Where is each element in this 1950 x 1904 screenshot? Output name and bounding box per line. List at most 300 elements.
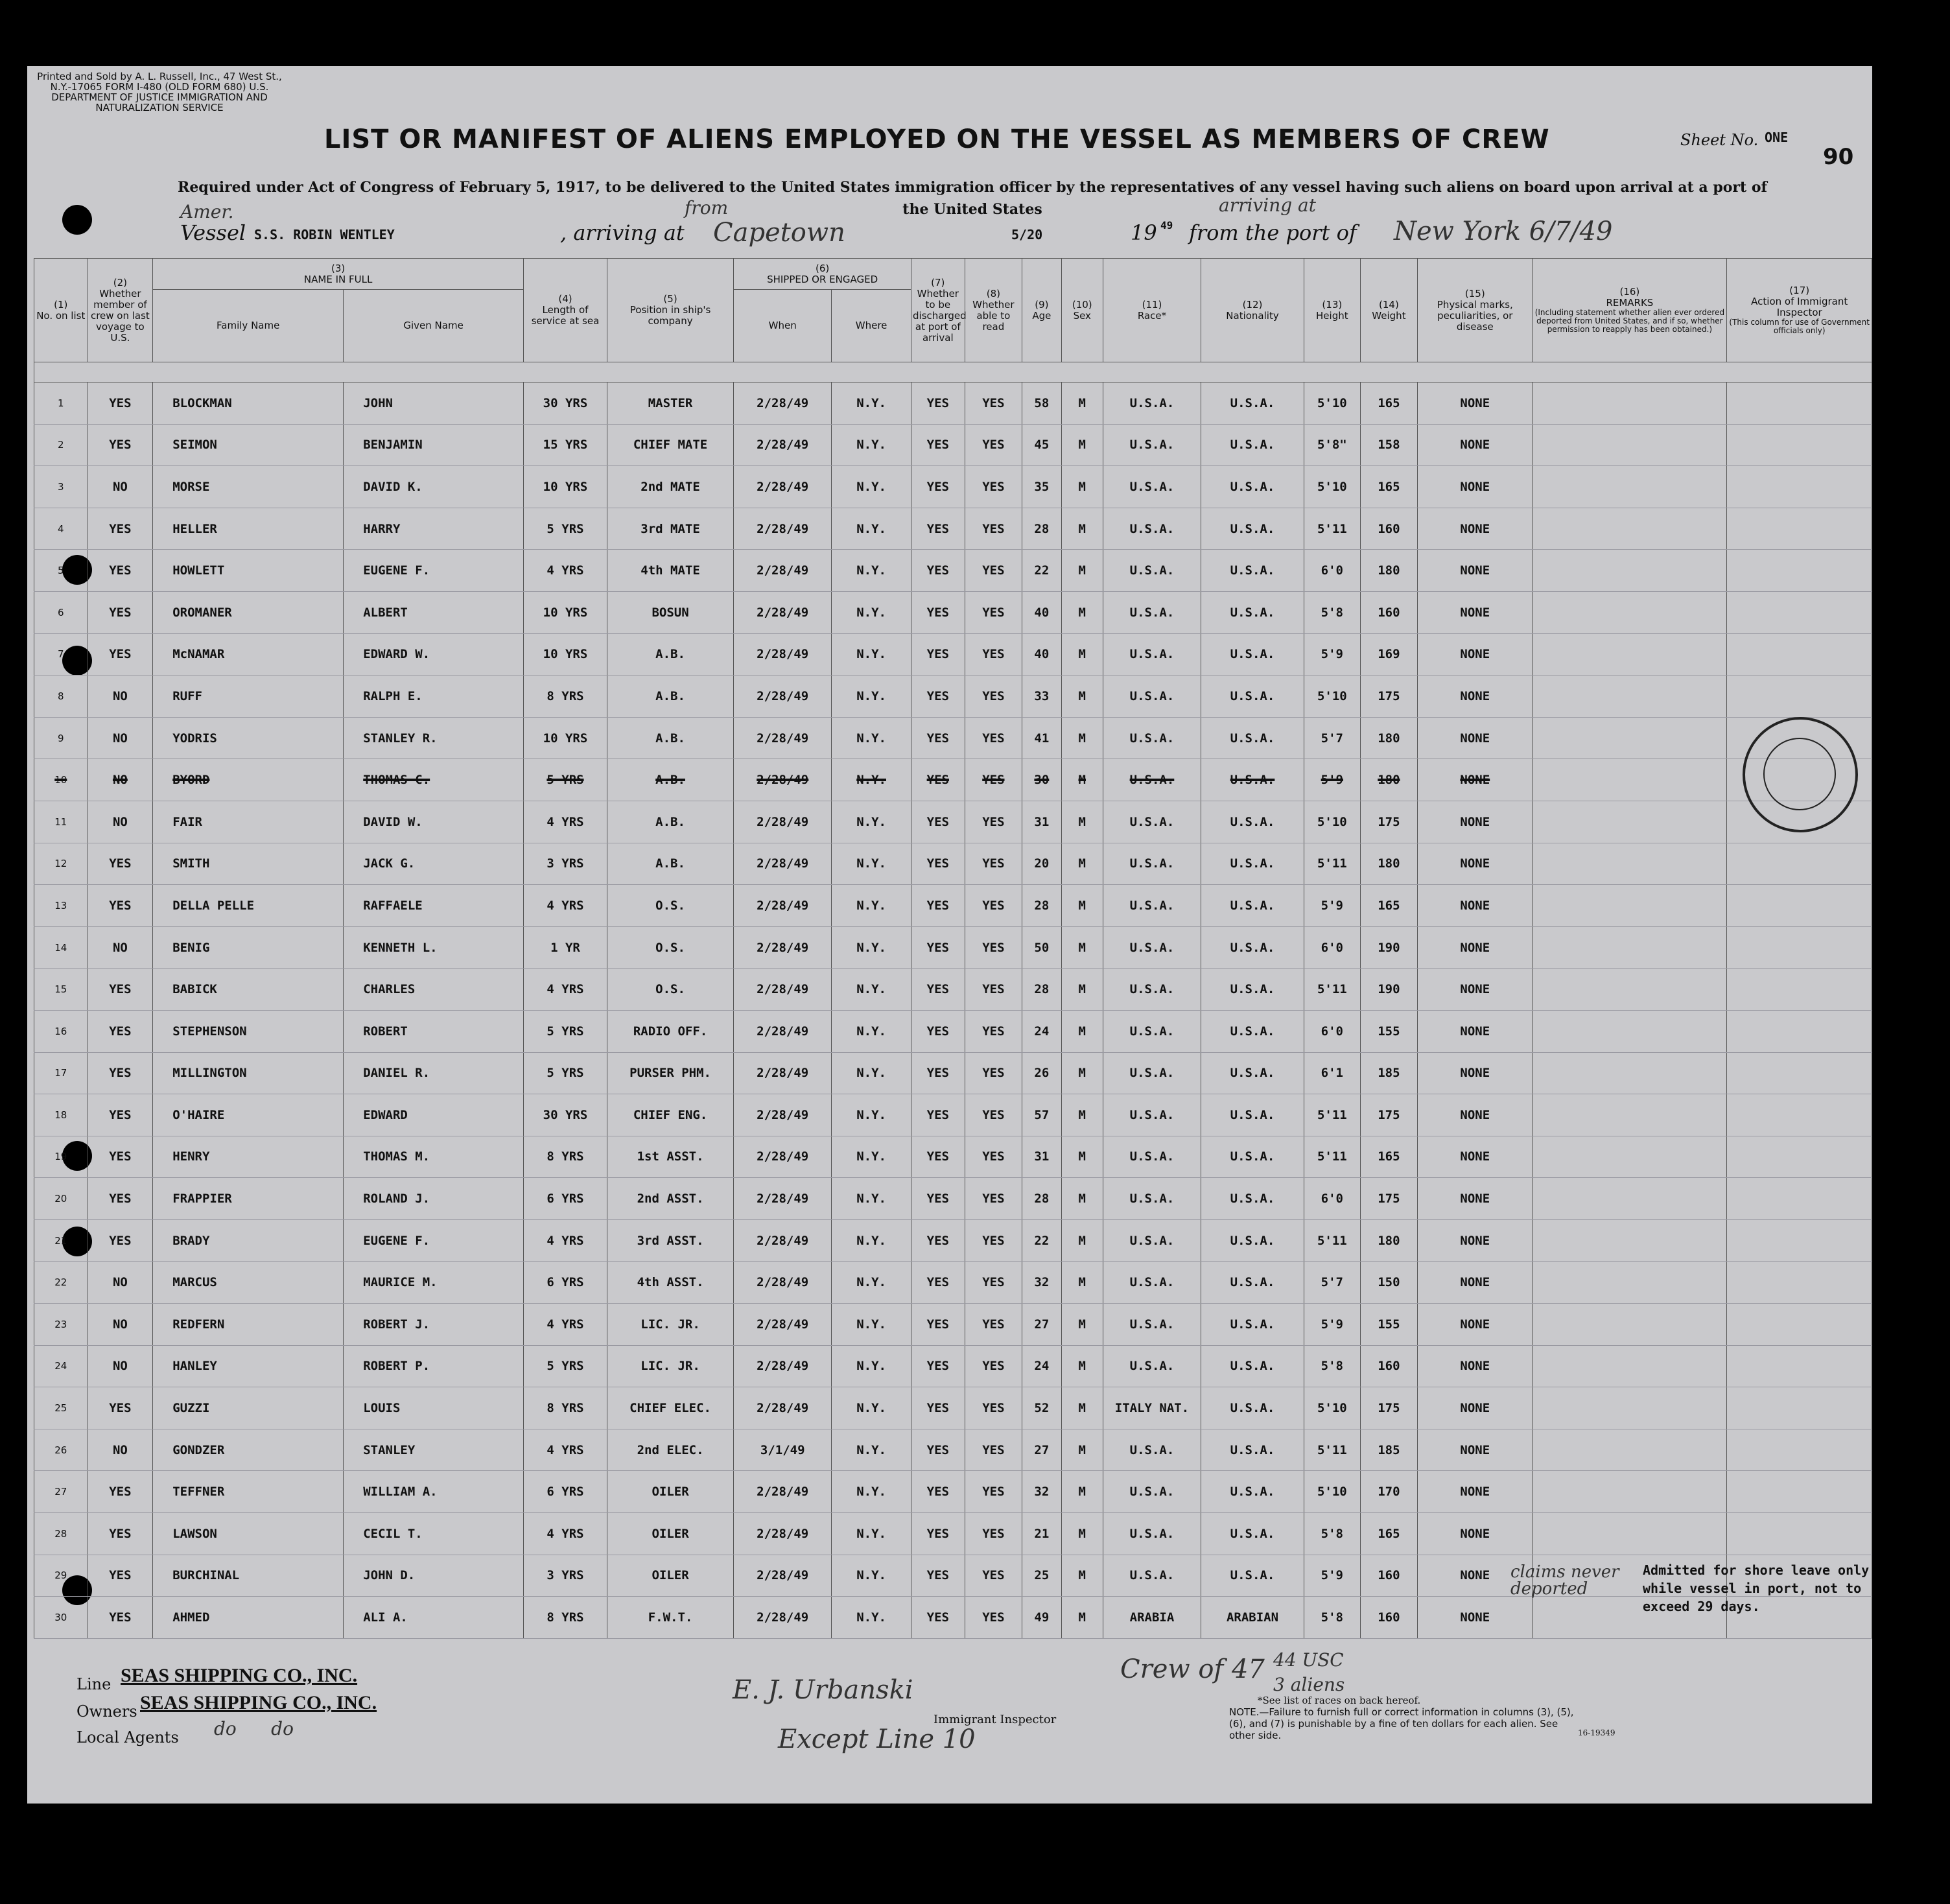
cell-weight: 180 bbox=[1360, 550, 1418, 592]
cell-nationality: ARABIAN bbox=[1201, 1597, 1304, 1639]
cell-position: A.B. bbox=[607, 801, 733, 843]
cell-marks: NONE bbox=[1418, 1597, 1533, 1639]
cell-given: STANLEY bbox=[344, 1429, 524, 1471]
cell-read: YES bbox=[965, 1513, 1022, 1555]
header-given-name: Given Name bbox=[344, 290, 524, 362]
cell-marks: NONE bbox=[1418, 1471, 1533, 1513]
cell-given: CECIL T. bbox=[344, 1513, 524, 1555]
cell-nationality: U.S.A. bbox=[1201, 801, 1304, 843]
cell-sex: M bbox=[1061, 926, 1103, 969]
cell-weight: 158 bbox=[1360, 424, 1418, 466]
header-service: (4) Length of service at sea bbox=[524, 259, 607, 362]
cell-age: 28 bbox=[1022, 1178, 1061, 1220]
cell-discharged: YES bbox=[911, 1471, 965, 1513]
cell-sex: M bbox=[1061, 1010, 1103, 1052]
cell-discharged: YES bbox=[911, 466, 965, 508]
cell-given: EDWARD W. bbox=[344, 633, 524, 676]
cell-when: 2/28/49 bbox=[734, 717, 832, 759]
cell-where: N.Y. bbox=[832, 508, 911, 550]
cell-weight: 180 bbox=[1360, 1219, 1418, 1262]
cell-marks: NONE bbox=[1418, 382, 1533, 425]
cell-inspector bbox=[1727, 969, 1872, 1011]
cell-marks: NONE bbox=[1418, 1304, 1533, 1346]
cell-given: DANIEL R. bbox=[344, 1052, 524, 1094]
cell-when: 2/28/49 bbox=[734, 801, 832, 843]
cell-discharged: YES bbox=[911, 1429, 965, 1471]
cell-nationality: U.S.A. bbox=[1201, 1429, 1304, 1471]
cell-sex: M bbox=[1061, 1471, 1103, 1513]
cell-age: 25 bbox=[1022, 1555, 1061, 1597]
cell-where: N.Y. bbox=[832, 885, 911, 927]
table-row bbox=[34, 591, 1872, 633]
cell-service: 30 YRS bbox=[524, 382, 607, 425]
cell-given: ROBERT P. bbox=[344, 1345, 524, 1387]
header-nationality: (12) Nationality bbox=[1201, 259, 1304, 362]
cell-remarks bbox=[1533, 1262, 1727, 1304]
cell-age: 20 bbox=[1022, 843, 1061, 885]
cell-no: 17 bbox=[34, 1052, 88, 1094]
cell-age: 50 bbox=[1022, 926, 1061, 969]
cell-marks: NONE bbox=[1418, 843, 1533, 885]
cell-service: 5 YRS bbox=[524, 759, 607, 801]
cell-height: 5'11 bbox=[1304, 1219, 1361, 1262]
cell-age: 45 bbox=[1022, 424, 1061, 466]
cell-age: 32 bbox=[1022, 1262, 1061, 1304]
cell-marks: NONE bbox=[1418, 1555, 1533, 1597]
header-race: (11) Race* bbox=[1103, 259, 1201, 362]
cell-given: ROLAND J. bbox=[344, 1178, 524, 1220]
cell-where: N.Y. bbox=[832, 1471, 911, 1513]
crew-breakdown-aliens: 3 aliens bbox=[1273, 1674, 1345, 1695]
cell-inspector bbox=[1727, 1219, 1872, 1262]
cell-nationality: U.S.A. bbox=[1201, 550, 1304, 592]
cell-no: 19 bbox=[34, 1136, 88, 1178]
cell-nationality: U.S.A. bbox=[1201, 1094, 1304, 1136]
cell-position: CHIEF ENG. bbox=[607, 1094, 733, 1136]
header-discharged: (7) Whether to be discharged at port of arrival bbox=[911, 259, 965, 362]
cell-position: CHIEF ELEC. bbox=[607, 1387, 733, 1429]
cell-height: 5'10 bbox=[1304, 676, 1361, 718]
sheet-number: ONE bbox=[1765, 130, 1789, 145]
cell-family: FRAPPIER bbox=[153, 1178, 344, 1220]
cell-weight: 175 bbox=[1360, 1094, 1418, 1136]
cell-service: 4 YRS bbox=[524, 969, 607, 1011]
cell-given: ALBERT bbox=[344, 591, 524, 633]
table-row bbox=[34, 550, 1872, 592]
cell-discharged: YES bbox=[911, 717, 965, 759]
cell-when: 2/28/49 bbox=[734, 1010, 832, 1052]
cell-race: ARABIA bbox=[1103, 1597, 1201, 1639]
cell-prev: NO bbox=[88, 926, 153, 969]
arrival-date: 5/20 bbox=[1011, 227, 1043, 242]
cell-where: N.Y. bbox=[832, 1429, 911, 1471]
cell-given: RALPH E. bbox=[344, 676, 524, 718]
cell-nationality: U.S.A. bbox=[1201, 633, 1304, 676]
cell-family: HOWLETT bbox=[153, 550, 344, 592]
cell-sex: M bbox=[1061, 550, 1103, 592]
cell-prev: NO bbox=[88, 1304, 153, 1346]
table-row bbox=[34, 1262, 1872, 1304]
cell-race: U.S.A. bbox=[1103, 885, 1201, 927]
cell-discharged: YES bbox=[911, 885, 965, 927]
cell-family: TEFFNER bbox=[153, 1471, 344, 1513]
cell-where: N.Y. bbox=[832, 1304, 911, 1346]
cell-prev: YES bbox=[88, 885, 153, 927]
cell-race: U.S.A. bbox=[1103, 1052, 1201, 1094]
header-when: When bbox=[734, 290, 832, 362]
cell-no: 10 bbox=[34, 759, 88, 801]
races-note: *See list of races on back hereof. bbox=[1258, 1695, 1421, 1706]
cell-service: 5 YRS bbox=[524, 1052, 607, 1094]
cell-when: 2/28/49 bbox=[734, 1387, 832, 1429]
cell-discharged: YES bbox=[911, 424, 965, 466]
crew-breakdown-us: 44 USC bbox=[1273, 1649, 1344, 1671]
cell-when: 2/28/49 bbox=[734, 1513, 832, 1555]
cell-when: 2/28/49 bbox=[734, 843, 832, 885]
cell-weight: 185 bbox=[1360, 1429, 1418, 1471]
cell-family: BYORD bbox=[153, 759, 344, 801]
cell-when: 2/28/49 bbox=[734, 1219, 832, 1262]
cell-read: YES bbox=[965, 424, 1022, 466]
cell-when: 2/28/49 bbox=[734, 969, 832, 1011]
cell-nationality: U.S.A. bbox=[1201, 424, 1304, 466]
header-inspector-action: (17) Action of Immigrant Inspector (This column for use of Government officials only) bbox=[1727, 259, 1872, 362]
cell-given: LOUIS bbox=[344, 1387, 524, 1429]
cell-height: 5'11 bbox=[1304, 508, 1361, 550]
cell-height: 6'0 bbox=[1304, 1010, 1361, 1052]
cell-sex: M bbox=[1061, 633, 1103, 676]
cell-no: 12 bbox=[34, 843, 88, 885]
cell-given: THOMAS M. bbox=[344, 1136, 524, 1178]
cell-race: U.S.A. bbox=[1103, 1219, 1201, 1262]
cell-no: 4 bbox=[34, 508, 88, 550]
cell-when: 2/28/49 bbox=[734, 1094, 832, 1136]
cell-discharged: YES bbox=[911, 1010, 965, 1052]
cell-weight: 169 bbox=[1360, 633, 1418, 676]
cell-inspector bbox=[1727, 591, 1872, 633]
cell-race: U.S.A. bbox=[1103, 550, 1201, 592]
cell-service: 30 YRS bbox=[524, 1094, 607, 1136]
cell-no: 5 bbox=[34, 550, 88, 592]
table-row bbox=[34, 801, 1872, 843]
cell-nationality: U.S.A. bbox=[1201, 843, 1304, 885]
cell-inspector bbox=[1727, 1178, 1872, 1220]
cell-no: 14 bbox=[34, 926, 88, 969]
cell-given: ALI A. bbox=[344, 1597, 524, 1639]
cell-prev: YES bbox=[88, 1219, 153, 1262]
inspector-signature: E. J. Urbanski bbox=[733, 1675, 913, 1705]
cell-family: AHMED bbox=[153, 1597, 344, 1639]
cell-inspector bbox=[1727, 1094, 1872, 1136]
cell-service: 3 YRS bbox=[524, 843, 607, 885]
cell-race: U.S.A. bbox=[1103, 843, 1201, 885]
cell-position: O.S. bbox=[607, 969, 733, 1011]
page-title: LIST OR MANIFEST OF ALIENS EMPLOYED ON THE VESSEL AS MEMBERS OF CREW bbox=[324, 124, 1550, 154]
cell-where: N.Y. bbox=[832, 1387, 911, 1429]
cell-remarks bbox=[1533, 424, 1727, 466]
cell-height: 5'8 bbox=[1304, 591, 1361, 633]
cell-marks: NONE bbox=[1418, 926, 1533, 969]
cell-prev: YES bbox=[88, 1094, 153, 1136]
cell-family: SEIMON bbox=[153, 424, 344, 466]
cell-position: 2nd ASST. bbox=[607, 1178, 733, 1220]
cell-race: U.S.A. bbox=[1103, 1304, 1201, 1346]
cell-age: 58 bbox=[1022, 382, 1061, 425]
cell-remarks bbox=[1533, 969, 1727, 1011]
cell-read: YES bbox=[965, 1178, 1022, 1220]
cell-service: 8 YRS bbox=[524, 1387, 607, 1429]
cell-discharged: YES bbox=[911, 759, 965, 801]
cell-nationality: U.S.A. bbox=[1201, 1178, 1304, 1220]
cell-sex: M bbox=[1061, 1219, 1103, 1262]
cell-when: 2/28/49 bbox=[734, 591, 832, 633]
penalty-note: NOTE.—Failure to furnish full or correct information in columns (3), (5), (6), and (7) is punishable by a fine of ten dollars for each alien. See other side. bbox=[1229, 1706, 1574, 1741]
cell-when: 3/1/49 bbox=[734, 1429, 832, 1471]
cell-family: GUZZI bbox=[153, 1387, 344, 1429]
row30-handwritten-remark: claims never deported bbox=[1510, 1562, 1619, 1599]
cell-where: N.Y. bbox=[832, 591, 911, 633]
cell-discharged: YES bbox=[911, 508, 965, 550]
from-note: from bbox=[685, 197, 729, 218]
consulate-seal bbox=[1743, 717, 1858, 832]
cell-race: U.S.A. bbox=[1103, 1094, 1201, 1136]
header-previous-voyage: (2) Whether member of crew on last voyage to U.S. bbox=[88, 259, 153, 362]
cell-remarks bbox=[1533, 676, 1727, 718]
cell-position: O.S. bbox=[607, 885, 733, 927]
cell-discharged: YES bbox=[911, 382, 965, 425]
cell-when: 2/28/49 bbox=[734, 1178, 832, 1220]
cell-height: 6'0 bbox=[1304, 926, 1361, 969]
cell-height: 5'10 bbox=[1304, 1387, 1361, 1429]
cell-service: 8 YRS bbox=[524, 1136, 607, 1178]
cell-discharged: YES bbox=[911, 1304, 965, 1346]
cell-inspector bbox=[1727, 1345, 1872, 1387]
cell-when: 2/28/49 bbox=[734, 1555, 832, 1597]
cell-marks: NONE bbox=[1418, 1052, 1533, 1094]
cell-height: 5'8" bbox=[1304, 424, 1361, 466]
cell-height: 6'0 bbox=[1304, 550, 1361, 592]
table-row bbox=[34, 1429, 1872, 1471]
cell-where: N.Y. bbox=[832, 633, 911, 676]
cell-age: 40 bbox=[1022, 633, 1061, 676]
cell-weight: 165 bbox=[1360, 1513, 1418, 1555]
cell-inspector bbox=[1727, 1387, 1872, 1429]
cell-discharged: YES bbox=[911, 676, 965, 718]
cell-sex: M bbox=[1061, 1597, 1103, 1639]
cell-marks: NONE bbox=[1418, 508, 1533, 550]
cell-when: 2/28/49 bbox=[734, 382, 832, 425]
line-label: Line bbox=[76, 1675, 112, 1693]
cell-service: 6 YRS bbox=[524, 1178, 607, 1220]
cell-marks: NONE bbox=[1418, 1094, 1533, 1136]
cell-given: HARRY bbox=[344, 508, 524, 550]
cell-family: YODRIS bbox=[153, 717, 344, 759]
punch-hole bbox=[62, 205, 92, 235]
cell-weight: 165 bbox=[1360, 1136, 1418, 1178]
cell-where: N.Y. bbox=[832, 676, 911, 718]
cell-family: OROMANER bbox=[153, 591, 344, 633]
cell-weight: 165 bbox=[1360, 885, 1418, 927]
line-company: SEAS SHIPPING CO., INC. bbox=[121, 1665, 358, 1686]
cell-where: N.Y. bbox=[832, 843, 911, 885]
cell-remarks bbox=[1533, 382, 1727, 425]
cell-age: 31 bbox=[1022, 1136, 1061, 1178]
cell-when: 2/28/49 bbox=[734, 466, 832, 508]
cell-prev: YES bbox=[88, 424, 153, 466]
cell-prev: NO bbox=[88, 1429, 153, 1471]
cell-nationality: U.S.A. bbox=[1201, 1555, 1304, 1597]
cell-given: DAVID W. bbox=[344, 801, 524, 843]
cell-sex: M bbox=[1061, 1136, 1103, 1178]
cell-remarks bbox=[1533, 885, 1727, 927]
cell-nationality: U.S.A. bbox=[1201, 1052, 1304, 1094]
cell-read: YES bbox=[965, 1219, 1022, 1262]
cell-family: BRADY bbox=[153, 1219, 344, 1262]
cell-weight: 160 bbox=[1360, 1597, 1418, 1639]
cell-sex: M bbox=[1061, 801, 1103, 843]
cell-sex: M bbox=[1061, 1387, 1103, 1429]
sheet-label: Sheet No. bbox=[1680, 131, 1759, 149]
cell-given: MAURICE M. bbox=[344, 1262, 524, 1304]
cell-height: 5'9 bbox=[1304, 759, 1361, 801]
page-number: 90 bbox=[1823, 144, 1854, 170]
header-family-name: Family Name bbox=[153, 290, 344, 362]
cell-given: DAVID K. bbox=[344, 466, 524, 508]
cell-family: SMITH bbox=[153, 843, 344, 885]
cell-read: YES bbox=[965, 885, 1022, 927]
cell-marks: NONE bbox=[1418, 1262, 1533, 1304]
cell-nationality: U.S.A. bbox=[1201, 382, 1304, 425]
cell-race: U.S.A. bbox=[1103, 717, 1201, 759]
requirement-text: Required under Act of Congress of February 5, 1917, to be delivered to the United States immigration officer by the representatives of any vessel having such aliens on board upon arrival at a port of the United States bbox=[178, 179, 1767, 218]
table-row bbox=[34, 1597, 1872, 1639]
cell-remarks bbox=[1533, 1219, 1727, 1262]
table-row bbox=[34, 466, 1872, 508]
header-where: Where bbox=[832, 290, 911, 362]
cell-remarks bbox=[1533, 1471, 1727, 1513]
cell-nationality: U.S.A. bbox=[1201, 926, 1304, 969]
cell-discharged: YES bbox=[911, 1513, 965, 1555]
cell-no: 7 bbox=[34, 633, 88, 676]
cell-discharged: YES bbox=[911, 926, 965, 969]
cell-prev: YES bbox=[88, 969, 153, 1011]
cell-no: 25 bbox=[34, 1387, 88, 1429]
cell-read: YES bbox=[965, 759, 1022, 801]
header-position: (5) Position in ship's company bbox=[607, 259, 733, 362]
cell-where: N.Y. bbox=[832, 1010, 911, 1052]
cell-service: 10 YRS bbox=[524, 466, 607, 508]
agents-value: do do bbox=[214, 1718, 294, 1739]
cell-height: 5'8 bbox=[1304, 1513, 1361, 1555]
cell-nationality: U.S.A. bbox=[1201, 1471, 1304, 1513]
cell-family: BENIG bbox=[153, 926, 344, 969]
cell-height: 5'8 bbox=[1304, 1345, 1361, 1387]
cell-race: ITALY NAT. bbox=[1103, 1387, 1201, 1429]
cell-age: 26 bbox=[1022, 1052, 1061, 1094]
cell-prev: YES bbox=[88, 1597, 153, 1639]
cell-position: MASTER bbox=[607, 382, 733, 425]
cell-inspector bbox=[1727, 1513, 1872, 1555]
cell-remarks bbox=[1533, 926, 1727, 969]
cell-sex: M bbox=[1061, 1178, 1103, 1220]
cell-marks: NONE bbox=[1418, 466, 1533, 508]
cell-prev: YES bbox=[88, 591, 153, 633]
cell-when: 2/28/49 bbox=[734, 633, 832, 676]
cell-no: 15 bbox=[34, 969, 88, 1011]
cell-discharged: YES bbox=[911, 591, 965, 633]
cell-height: 5'7 bbox=[1304, 717, 1361, 759]
cell-position: 4th MATE bbox=[607, 550, 733, 592]
printer-info: Printed and Sold by A. L. Russell, Inc., 47 West St., N.Y.-17065 FORM I-480 (OLD FORM 680) U.S. DEPARTMENT OF JUSTICE IMMIGRATION AND NATURALIZATION SERVICE bbox=[37, 71, 282, 113]
cell-when: 2/28/49 bbox=[734, 1136, 832, 1178]
cell-discharged: YES bbox=[911, 1094, 965, 1136]
cell-no: 8 bbox=[34, 676, 88, 718]
cell-prev: YES bbox=[88, 1010, 153, 1052]
cell-no: 18 bbox=[34, 1094, 88, 1136]
cell-position: OILER bbox=[607, 1471, 733, 1513]
cell-given: EUGENE F. bbox=[344, 1219, 524, 1262]
cell-no: 11 bbox=[34, 801, 88, 843]
cell-given: THOMAS C. bbox=[344, 759, 524, 801]
cell-position: 2nd MATE bbox=[607, 466, 733, 508]
cell-given: ROBERT bbox=[344, 1010, 524, 1052]
cell-inspector bbox=[1727, 550, 1872, 592]
crew-table bbox=[34, 258, 1872, 1639]
table-row bbox=[34, 1219, 1872, 1262]
cell-discharged: YES bbox=[911, 1052, 965, 1094]
cell-service: 6 YRS bbox=[524, 1471, 607, 1513]
cell-weight: 170 bbox=[1360, 1471, 1418, 1513]
cell-nationality: U.S.A. bbox=[1201, 1010, 1304, 1052]
cell-sex: M bbox=[1061, 466, 1103, 508]
cell-service: 4 YRS bbox=[524, 801, 607, 843]
cell-inspector bbox=[1727, 1010, 1872, 1052]
cell-remarks bbox=[1533, 801, 1727, 843]
owners-label: Owners bbox=[76, 1702, 137, 1721]
cell-position: LIC. JR. bbox=[607, 1304, 733, 1346]
cell-height: 6'0 bbox=[1304, 1178, 1361, 1220]
cell-service: 10 YRS bbox=[524, 633, 607, 676]
header-height: (13) Height bbox=[1304, 259, 1361, 362]
cell-inspector bbox=[1727, 466, 1872, 508]
cell-where: N.Y. bbox=[832, 801, 911, 843]
cell-race: U.S.A. bbox=[1103, 424, 1201, 466]
cell-age: 52 bbox=[1022, 1387, 1061, 1429]
cell-height: 5'9 bbox=[1304, 1555, 1361, 1597]
cell-service: 4 YRS bbox=[524, 1429, 607, 1471]
cell-read: YES bbox=[965, 801, 1022, 843]
cell-race: U.S.A. bbox=[1103, 1471, 1201, 1513]
cell-weight: 160 bbox=[1360, 591, 1418, 633]
cell-position: 3rd ASST. bbox=[607, 1219, 733, 1262]
cell-read: YES bbox=[965, 676, 1022, 718]
cell-position: A.B. bbox=[607, 843, 733, 885]
cell-service: 6 YRS bbox=[524, 1262, 607, 1304]
cell-weight: 180 bbox=[1360, 717, 1418, 759]
table-row bbox=[34, 1387, 1872, 1429]
cell-marks: NONE bbox=[1418, 969, 1533, 1011]
cell-inspector bbox=[1727, 1429, 1872, 1471]
cell-marks: NONE bbox=[1418, 424, 1533, 466]
cell-sex: M bbox=[1061, 759, 1103, 801]
cell-race: U.S.A. bbox=[1103, 1262, 1201, 1304]
cell-inspector bbox=[1727, 382, 1872, 425]
cell-weight: 175 bbox=[1360, 801, 1418, 843]
cell-weight: 160 bbox=[1360, 1345, 1418, 1387]
agents-label: Local Agents bbox=[76, 1728, 179, 1746]
table-row bbox=[34, 1345, 1872, 1387]
cell-when: 2/28/49 bbox=[734, 1052, 832, 1094]
